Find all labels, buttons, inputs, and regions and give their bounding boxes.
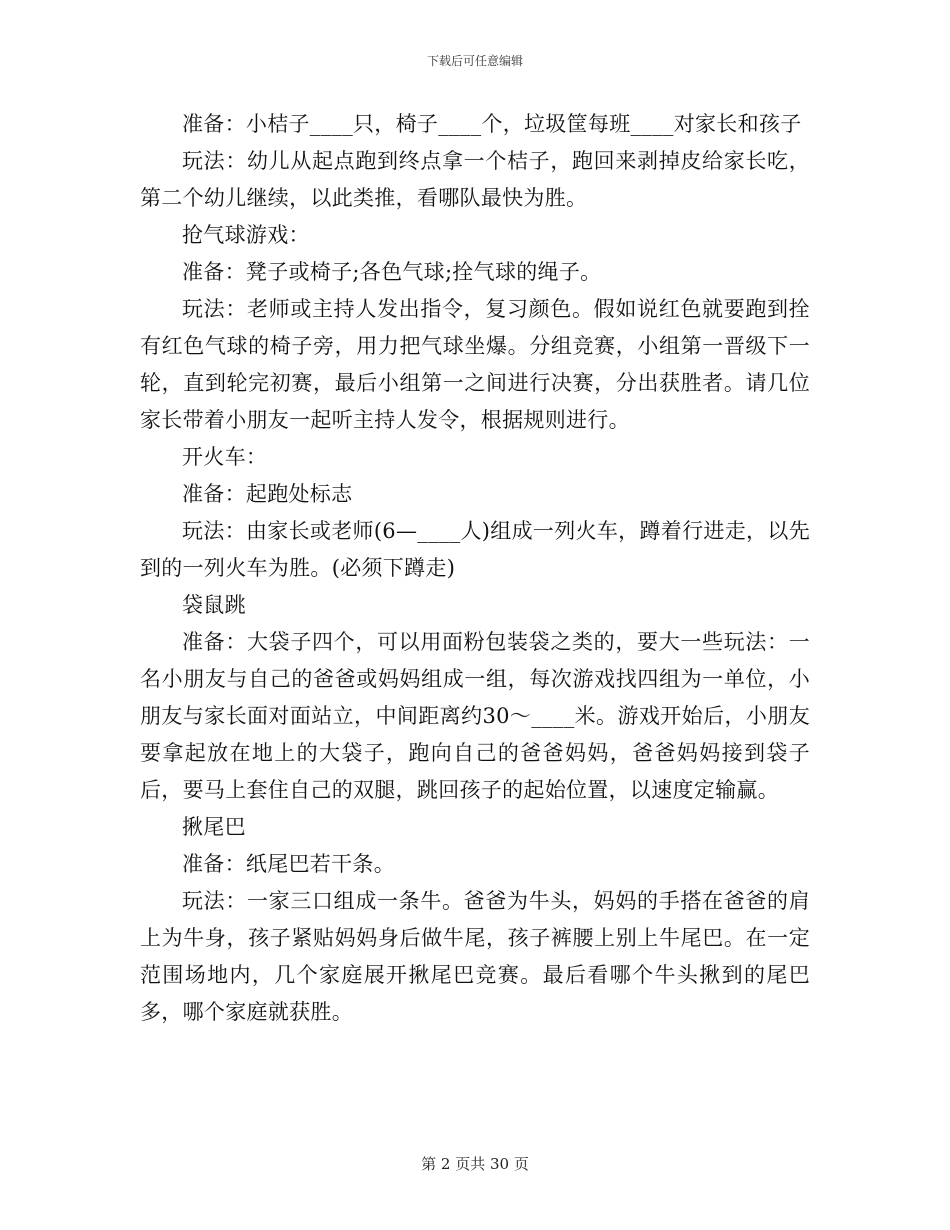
document-body: [140, 106, 810, 1031]
paragraph-play-tail: 玩法：一家三口组成一条牛。爸爸为牛头，妈妈的手搭在爸爸的肩上为牛身，孩子紧贴妈妈身后做牛尾，孩子裤腰上别上牛尾巴。在一定范围场地内，几个家庭展开揪尾巴竞赛。最后看哪个牛头揪到的尾巴多，哪个家庭就获胜。: [140, 889, 810, 1024]
paragraph-prep-tail: 准备：纸尾巴若干条。: [182, 852, 395, 876]
paragraph-play-orange: 玩法：幼儿从起点跑到终点拿一个桔子，跑回来剥掉皮给家长吃，第二个幼儿继续，以此类推，看哪队最快为胜。: [140, 149, 810, 210]
heading-kangaroo-jump: 袋鼠跳: [182, 593, 246, 617]
paragraph-prep-balloon: 准备：凳子或椅子;各色气球;拴气球的绳子。: [182, 260, 602, 284]
paragraph-prep-orange: 准备：小桔子____只，椅子____个，垃圾筐每班____对家长和孩子: [182, 112, 802, 136]
paragraph-kangaroo-jump: 准备：大袋子四个，可以用面粉包装袋之类的，要大一些玩法：一名小朋友与自己的爸爸或妈妈组成一组，每次游戏找四组为一单位，小朋友与家长面对面站立，中间距离约30～____米。游戏开始后，小朋友要拿起放在地上的大袋子，跑向自己的爸爸妈妈，爸爸妈妈接到袋子后，要马上套住自己的双腿，跳回孩子的起始位置，以速度定输赢。: [140, 630, 810, 802]
paragraph-play-train: 玩法：由家长或老师(6—____人)组成一列火车，蹲着行进走，以先到的一列火车为胜。(必须下蹲走): [140, 519, 810, 580]
heading-tail-grab: 揪尾巴: [182, 815, 246, 839]
page-header: 下载后可任意编辑: [426, 54, 523, 68]
heading-train-game: 开火车：: [182, 445, 268, 469]
paragraph-play-balloon: 玩法：老师或主持人发出指令，复习颜色。假如说红色就要跑到拴有红色气球的椅子旁，用力把气球坐爆。分组竞赛，小组第一晋级下一轮，直到轮完初赛，最后小组第一之间进行决赛，分出获胜者。请几位家长带着小朋友一起听主持人发令，根据规则进行。: [140, 297, 810, 432]
paragraph-prep-train: 准备：起跑处标志: [182, 482, 353, 506]
heading-balloon-game: 抢气球游戏：: [182, 223, 310, 247]
page-footer: 第 2 页共 30 页: [421, 1155, 529, 1173]
